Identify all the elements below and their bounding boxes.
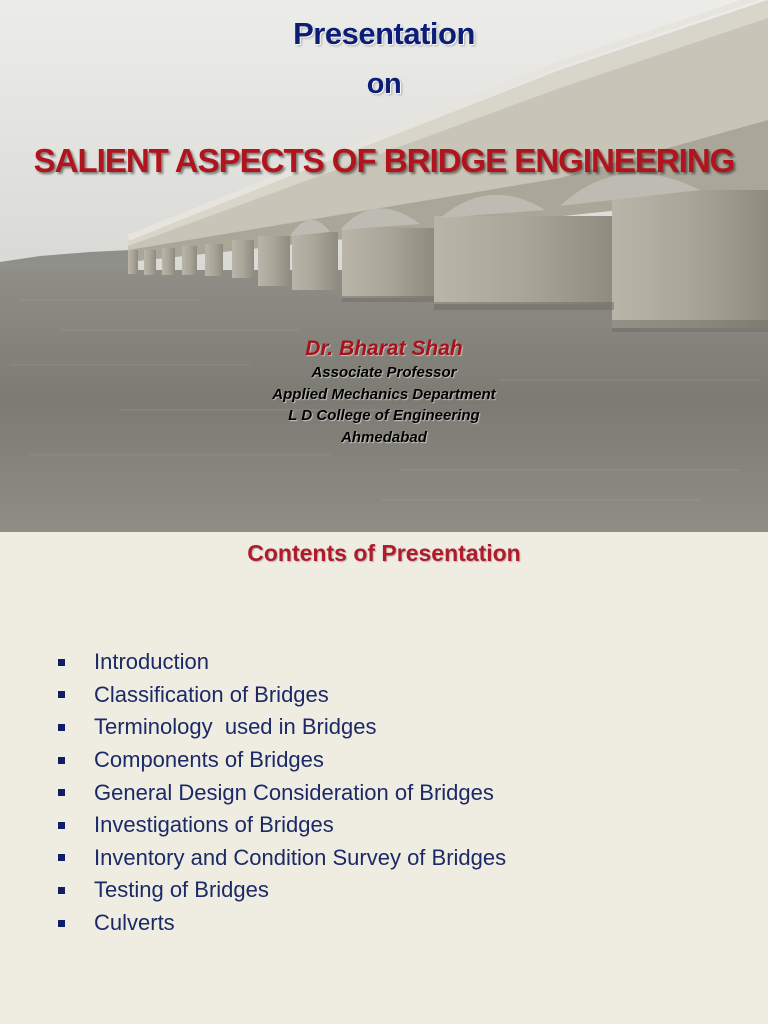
square-bullet-icon (58, 724, 65, 731)
square-bullet-icon (58, 659, 65, 666)
square-bullet-icon (58, 920, 65, 927)
contents-slide (0, 532, 768, 1024)
author-department: Applied Mechanics Department (272, 386, 496, 403)
author-city: Ahmedabad (341, 429, 427, 446)
list-item-label: Investigations of Bridges (94, 812, 334, 838)
square-bullet-icon (58, 822, 65, 829)
list-item (58, 646, 506, 679)
list-item (58, 776, 506, 809)
list-item (58, 679, 506, 712)
list-item-label: Inventory and Condition Survey of Bridges (94, 844, 507, 870)
list-item-label: Components of Bridges (94, 747, 324, 773)
list-item-label: Introduction (94, 649, 209, 675)
square-bullet-icon (58, 789, 65, 796)
author-title: Associate Professor (311, 364, 457, 381)
list-item (58, 744, 506, 777)
square-bullet-icon (58, 757, 65, 764)
square-bullet-icon (58, 887, 65, 894)
list-item (58, 809, 506, 842)
list-item (58, 842, 506, 875)
list-item (58, 907, 506, 940)
list-item-label: General Design Consideration of Bridges (94, 779, 494, 805)
square-bullet-icon (58, 691, 65, 698)
list-item-label: Culverts (94, 910, 175, 936)
list-item-label: Terminology used in Bridges (94, 714, 377, 740)
square-bullet-icon (58, 854, 65, 861)
list-item (58, 874, 506, 907)
presentation-title: SALIENT ASPECTS OF BRIDGE ENGINEERING (33, 142, 735, 179)
list-item-label: Classification of Bridges (94, 681, 329, 707)
list-item (58, 711, 506, 744)
list-item-label: Testing of Bridges (94, 877, 269, 903)
title-presentation: Presentation (293, 16, 475, 51)
contents-list (58, 646, 506, 939)
title-on: on (366, 68, 402, 100)
author-name: Dr. Bharat Shah (305, 337, 463, 360)
author-college: L D College of Engineering (288, 407, 480, 424)
contents-heading: Contents of Presentation (247, 540, 521, 566)
